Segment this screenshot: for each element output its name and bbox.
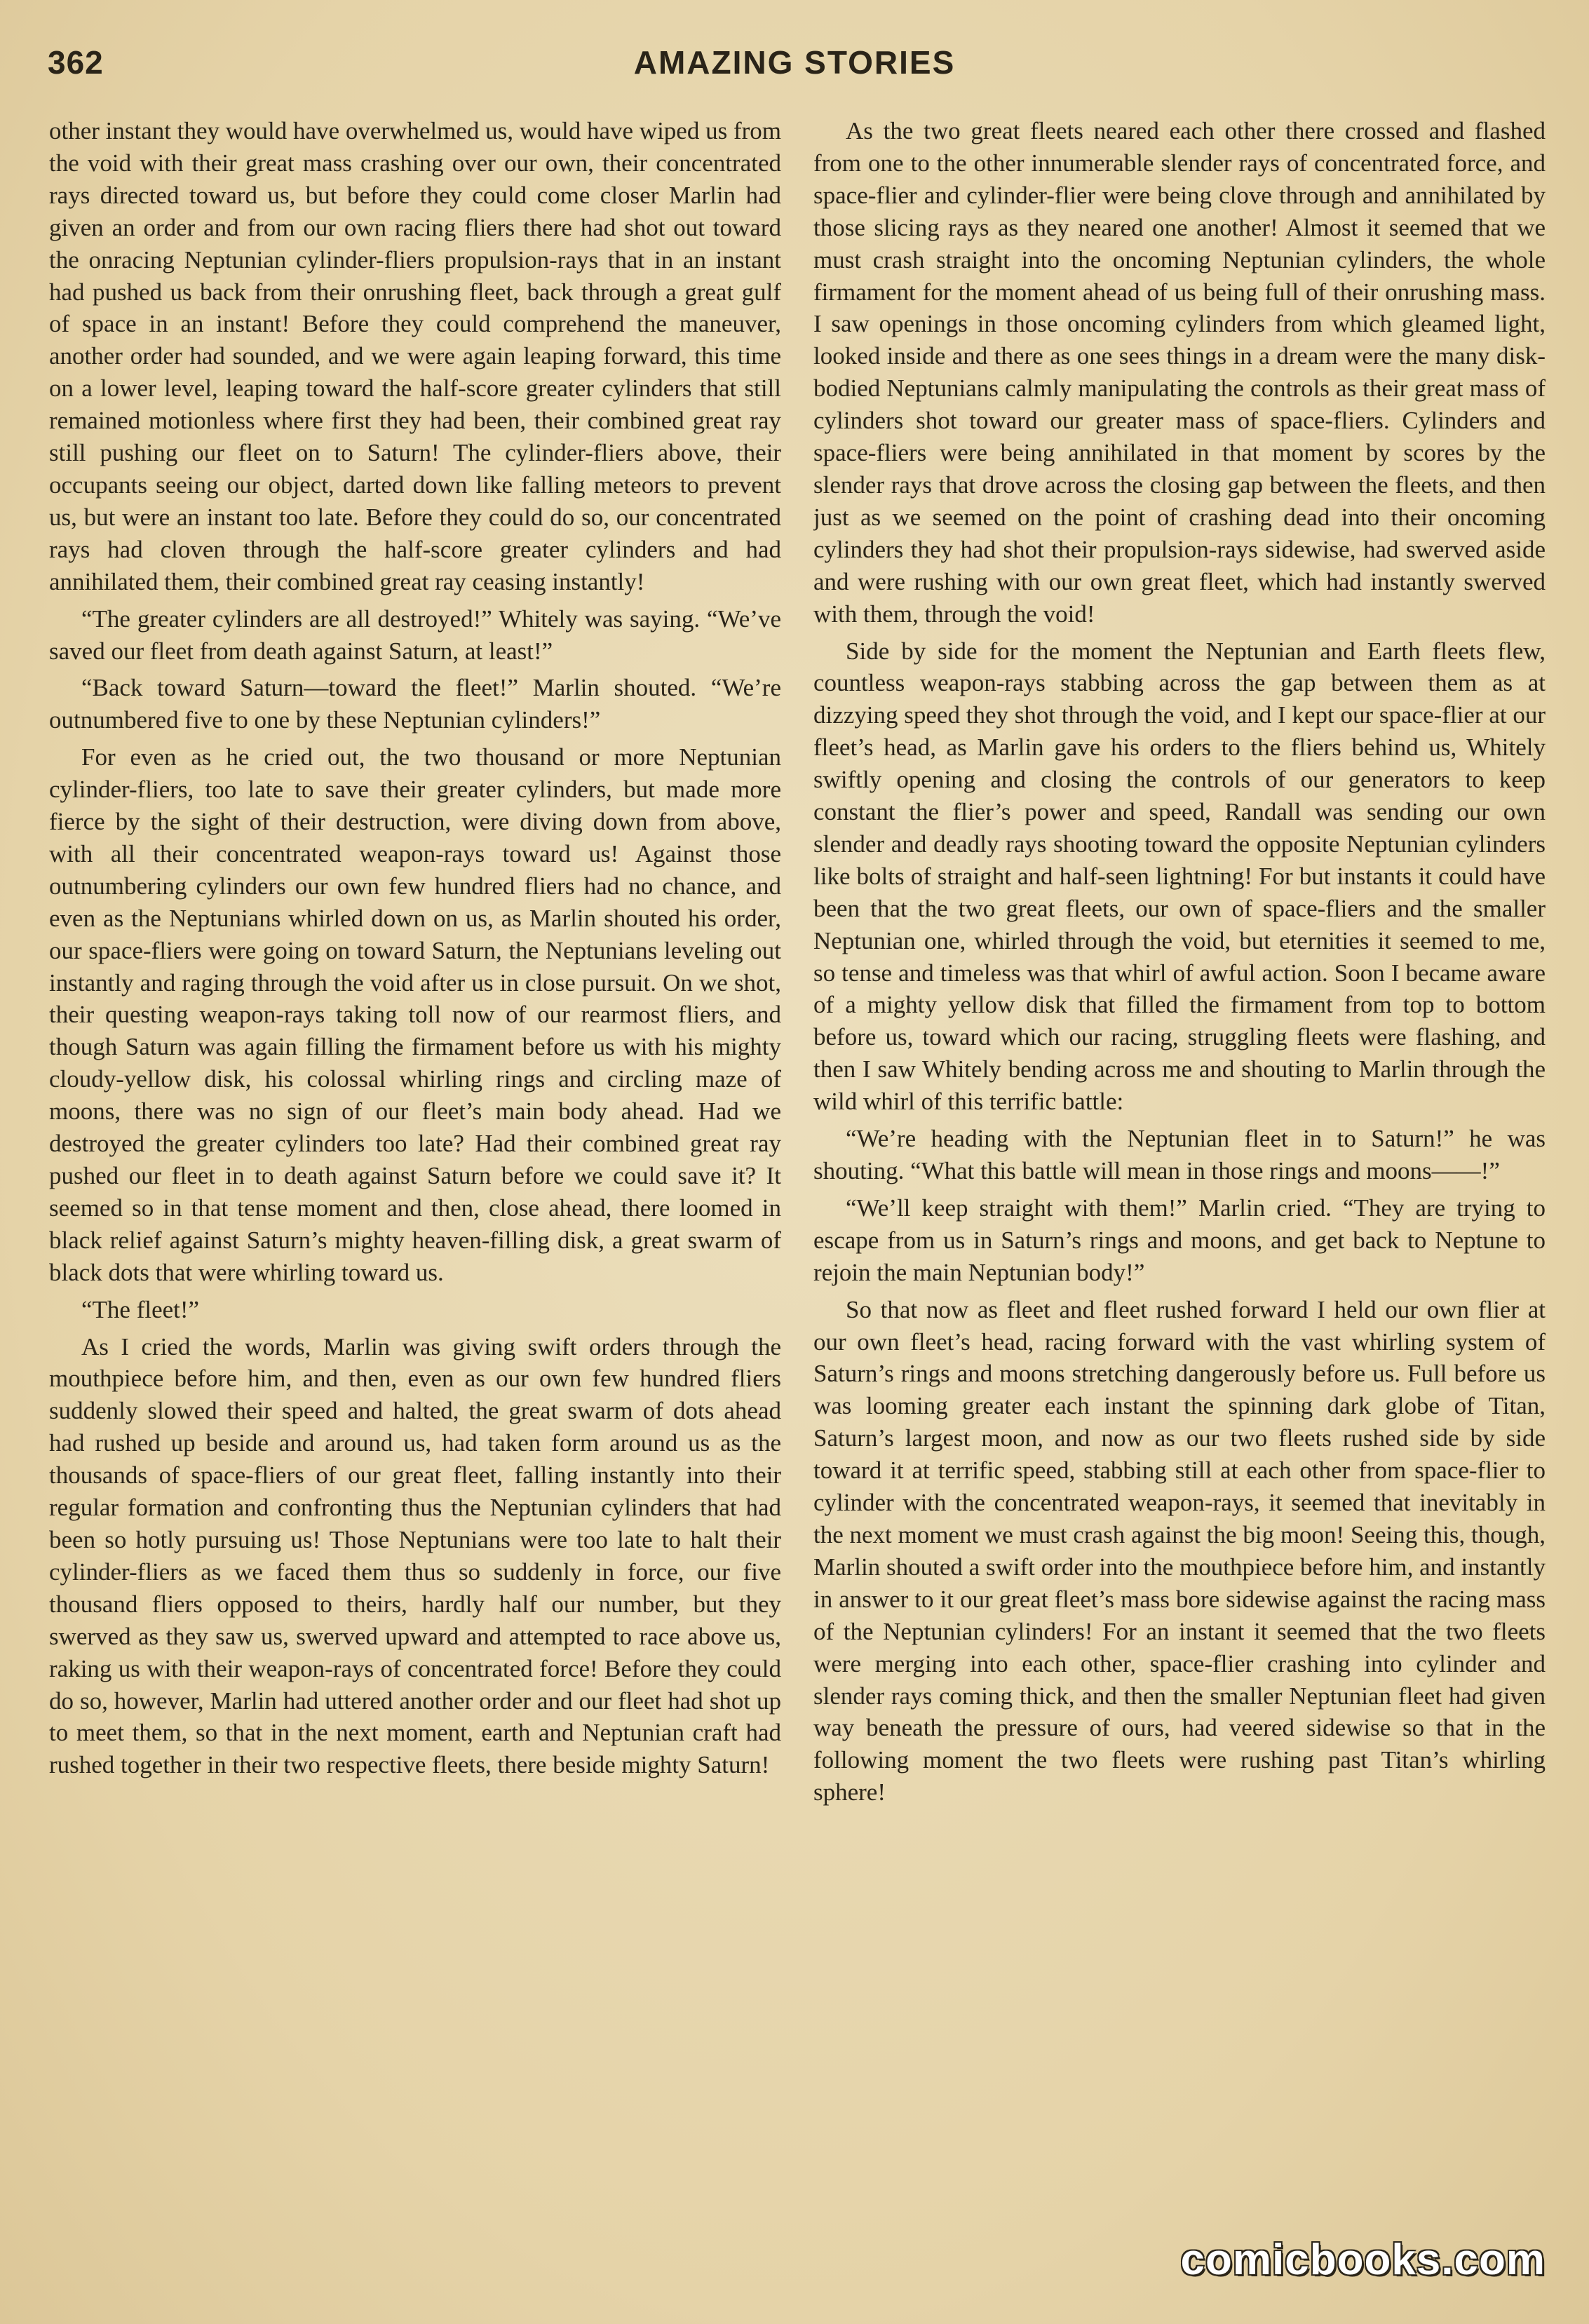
paragraph: Side by side for the moment the Neptunian and Earth fleets flew, countless weapon-rays stabbing across the gap between them as at dizzying speed they shot through the void, and I kept our space-flier at our fleet’s head, as Marlin gave his orders to the fliers behind us, Whitely swiftly opening and closing the controls of our generators to keep constant the flier’s power and speed, Randall was sending our own slender and deadly rays shooting toward the opposite Neptunian cylinders like bolts of straight and half-seen lightning! For but instants it could have been that the two great fleets, our own of space-fliers and the smaller Neptunian one, whirled through the void, but eternities it seemed to me, so tense and timeless was that whirl of awful action. Soon I became aware of a mighty yellow disk that filled the firmament from top to bottom before us, toward which our racing, struggling fleets were flashing, and then I saw Whitely bending across me and shouting to Marlin through the wild whirl of this terrific battle:: [813, 637, 1546, 1116]
paragraph: “The greater cylinders are all destroyed!” Whitely was saying. “We’ve saved our fleet from death against Saturn, at least!”: [49, 604, 781, 665]
paragraph: As the two great fleets neared each other there crossed and flashed from one to the other innumerable slender rays of concentrated force, and space-flier and cylinder-flier were being clove through and annihilated by those slicing rays as they neared one another! Almost it seemed that we must crash straight into the oncoming Neptunian cylinders, the whole firmament for the moment ahead of us being full of their onrushing mass. I saw openings in those oncoming cylinders from which gleamed light, looked inside and there as one sees things in a dream were the many disk-bodied Neptunians calmly manipulating the controls as their great mass of cylinders shot toward our greater mass of space-fliers. Cylinders and space-fliers were being annihilated in that moment by scores by the slender rays that drove across the closing gap between the fleets, and then just as we seemed on the point of crashing dead into their oncoming cylinders they had shot their propulsion-rays sidewise, had swerved aside and were rushing with our own great fleet, which had instantly swerved with them, through the void!: [813, 117, 1546, 628]
paragraph: “We’re heading with the Neptunian fleet in to Saturn!” he was shouting. “What this battle will mean in those rings and moons——!”: [813, 1125, 1546, 1184]
paragraph: other instant they would have overwhelmed us, would have wiped us from the void with their great mass crashing over our own, their concentrated rays directed toward us, but before they could come closer Marlin had given an order and from our own racing fliers there had shot out toward the onracing Neptunian cylinder-fliers propulsion-rays that in an instant had pushed us back from their onrushing fleet, back through a great gulf of space in an instant! Before they could comprehend the maneuver, another order had sounded, and we were again leaping forward, this time on a lower level, leaping toward the half-score greater cylinders that still remained motionless where first they had been, their combined great ray still pushing our fleet on to Saturn! The cylinder-fliers above, their occupants seeing our object, darted down like falling meteors to prevent us, but were an instant too late. Before they could do so, our concentrated rays had cloven through the half-score greater cylinders and had annihilated them, their combined great ray ceasing instantly!: [49, 117, 781, 595]
watermark-logo: comicbooks.com: [1180, 2236, 1546, 2284]
paragraph: As I cried the words, Marlin was giving swift orders through the mouthpiece before him, and then, even as our own few hundred fliers suddenly slowed their speed and halted, the great swarm of dots ahead had rushed up beside and around us, had taken form around us as the thousands of space-fliers of our great fleet, falling instantly into their regular formation and confronting thus the Neptunian cylinders that had been so hotly pursuing us! Those Neptunians were too late to halt their cylinder-fliers as we faced them thus so suddenly in force, our five thousand fliers opposed to theirs, hardly half our number, but they swerved as they saw us, swerved upward and attempted to race above us, raking us with their weapon-rays of concentrated force! Before they could do so, however, Marlin had uttered another order and our fleet had shot up to meet them, so that in the next moment, earth and Neptunian craft had rushed together in their two respective fleets, there beside mighty Saturn!: [49, 1332, 781, 1779]
right-column: [813, 115, 1546, 2289]
paragraph: “We’ll keep straight with them!” Marlin cried. “They are trying to escape from us in Saturn’s rings and moons, and get back to Neptune to rejoin the main Neptunian body!”: [813, 1194, 1546, 1286]
paragraph: For even as he cried out, the two thousand or more Neptunian cylinder-fliers, too late to save their greater cylinders, but made more fierce by the sight of their destruction, were diving down from above, with all their concentrated weapon-rays toward us! Against those outnumbering cylinders our own few hundred fliers had no chance, and even as the Neptunians whirled down on us, as Marlin shouted his order, our space-fliers were going on toward Saturn, the Neptunians leveling out instantly and raging through the void after us in close pursuit. On we shot, their questing weapon-rays taking toll now of our rearmost fliers, and though Saturn was again filling the firmament before us with his mighty cloudy-yellow disk, his colossal whirling rings and circling maze of moons, there was no sign of our fleet’s main body ahead. Had we destroyed the greater cylinders too late? Had their combined great ray pushed our fleet in to death against Saturn before we could save it? It seemed so in that tense moment and then, close ahead, there loomed in black relief against Saturn’s mighty heaven-filling disk, a great swarm of black dots that were whirling toward us.: [49, 743, 781, 1286]
left-column: [49, 115, 781, 2289]
page-number: 362: [48, 44, 104, 81]
running-head: AMAZING STORIES: [633, 44, 956, 81]
paragraph: “Back toward Saturn—toward the fleet!” Marlin shouted. “We’re outnumbered five to one by these Neptunian cylinders!”: [49, 674, 781, 734]
paragraph: So that now as fleet and fleet rushed forward I held our own flier at our own fleet’s head, racing forward with the vast whirling system of Saturn’s rings and moons stretching dangerously before us. Full before us was looming greater each instant the spinning dark globe of Titan, Saturn’s largest moon, and now as our two fleets rushed side by side toward it at terrific speed, stabbing still at each other from space-flier to cylinder with the concentrated weapon-rays, it seemed that inevitably in the next moment we must crash against the big moon! Seeing this, though, Marlin shouted a swift order into the mouthpiece before him, and instantly in answer to it our great fleet’s mass bore sidewise against the racing mass of the Neptunian cylinders! For an instant it seemed that the two fleets were merging into each other, space-flier crashing into cylinder and slender rays coming thick, and then the smaller Neptunian fleet had given way beneath the pressure of ours, had veered sidewise so that in the following moment the two fleets were rushing past Titan’s whirling sphere!: [813, 1295, 1546, 1806]
paragraph: “The fleet!”: [81, 1295, 200, 1323]
